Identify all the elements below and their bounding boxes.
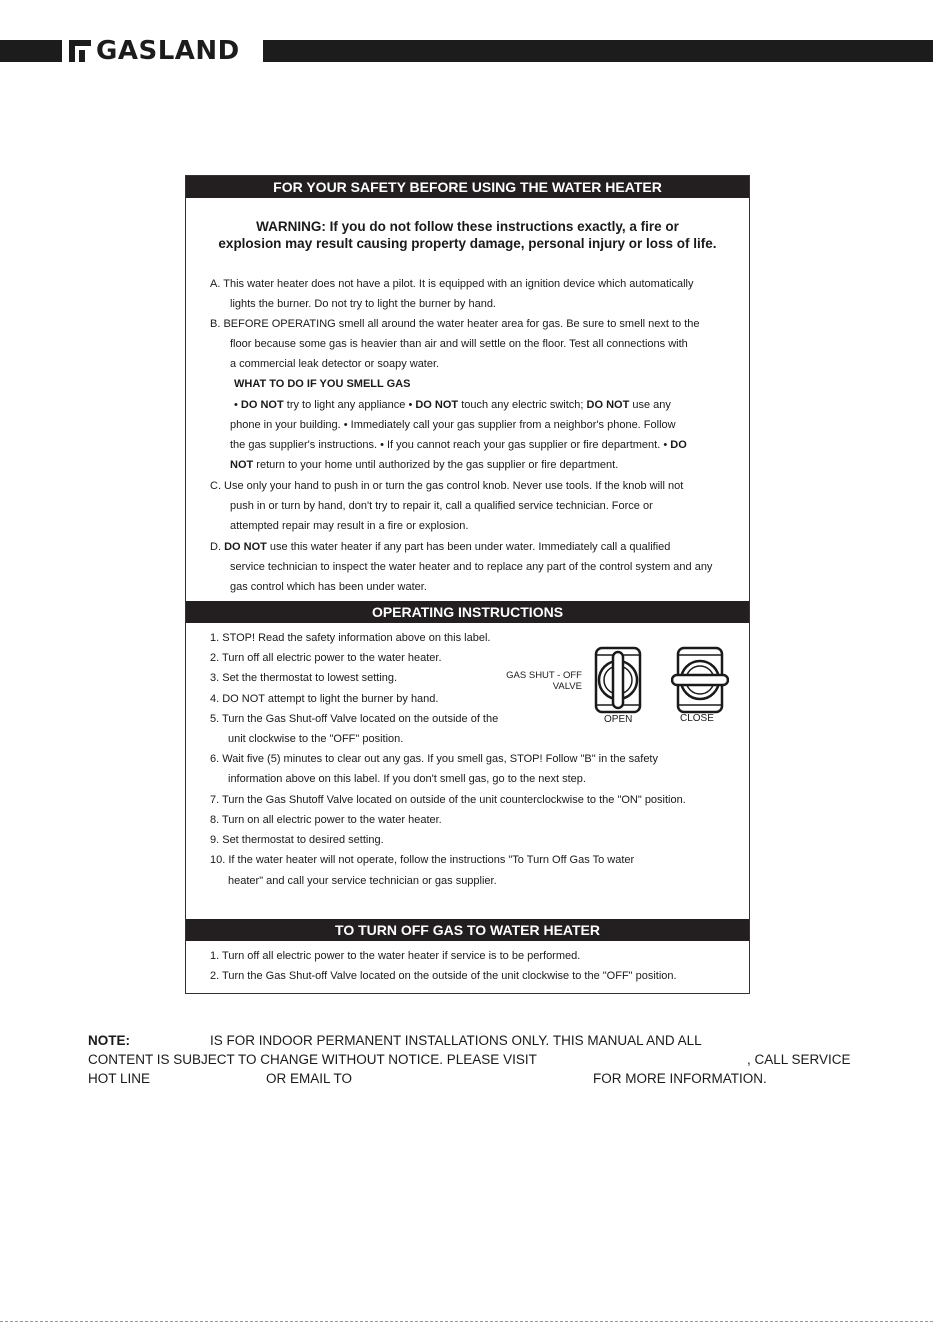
warning-text: WARNING: If you do not follow these instructions exactly, a fire or explosion may result causing property damage, personal injury or loss of life. bbox=[218, 219, 717, 251]
item-b-line1: B. BEFORE OPERATING smell all around the water heater area for gas. Be sure to smell next to the bbox=[210, 318, 700, 330]
note-line3: HOT LINE OR EMAIL TO FOR MORE INFORMATION. bbox=[88, 1071, 767, 1086]
valve-open-icon bbox=[594, 646, 642, 714]
valve-close-icon bbox=[671, 646, 729, 714]
item-c-line1: C. Use only your hand to push in or turn the gas control knob. Never use tools. If the knob will not bbox=[210, 480, 684, 492]
valve-open-label: OPEN bbox=[604, 714, 633, 725]
item-d-line2: service technician to inspect the water heater and to replace any part of the control system and any bbox=[230, 561, 713, 573]
item-b-line3: a commercial leak detector or soapy water. bbox=[230, 358, 440, 370]
op-step-6a: 6. Wait five (5) minutes to clear out any gas. If you smell gas, STOP! Follow "B" in the safety bbox=[210, 753, 658, 765]
header-bar-right bbox=[263, 40, 933, 62]
op-step-1: 1. STOP! Read the safety information above on this label. bbox=[210, 632, 491, 644]
safety-section-title: FOR YOUR SAFETY BEFORE USING THE WATER HEATER bbox=[186, 176, 749, 198]
brand-name: GASLAND bbox=[96, 36, 240, 66]
item-c-line3: attempted repair may result in a fire or explosion. bbox=[230, 520, 469, 532]
page-bottom-divider bbox=[0, 1321, 933, 1322]
valve-close-label: CLOSE bbox=[680, 713, 714, 724]
item-b-line2: floor because some gas is heavier than air and will settle on the floor. Test all connections with bbox=[230, 338, 688, 350]
item-a-line2: lights the burner. Do not try to light the burner by hand. bbox=[230, 298, 496, 310]
item-d-line1: D. DO NOT use this water heater if any part has been under water. Immediately call a qualified bbox=[210, 541, 671, 553]
op-step-6b: information above on this label. If you don't smell gas, go to the next step. bbox=[228, 773, 586, 785]
note-line1: NOTE: IS FOR INDOOR PERMANENT INSTALLATIONS ONLY. THIS MANUAL AND ALL bbox=[88, 1033, 702, 1048]
header-bar-left bbox=[0, 40, 62, 62]
note-line2: CONTENT IS SUBJECT TO CHANGE WITHOUT NOTICE. PLEASE VISIT , CALL SERVICE bbox=[88, 1052, 851, 1067]
turnoff-step-1: 1. Turn off all electric power to the water heater if service is to be performed. bbox=[210, 950, 581, 962]
op-step-8: 8. Turn on all electric power to the water heater. bbox=[210, 814, 442, 826]
operating-section-title: OPERATING INSTRUCTIONS bbox=[186, 601, 749, 623]
item-d-line3: gas control which has been under water. bbox=[230, 581, 427, 593]
turnoff-section-title: TO TURN OFF GAS TO WATER HEATER bbox=[186, 919, 749, 941]
smell-gas-heading: WHAT TO DO IF YOU SMELL GAS bbox=[234, 378, 411, 390]
item-a-line1: A. This water heater does not have a pilot. It is equipped with an ignition device which automatically bbox=[210, 278, 694, 290]
item-c-line2: push in or turn by hand, don't try to repair it, call a qualified service technician. Force or bbox=[230, 500, 653, 512]
brand-logo bbox=[69, 36, 240, 66]
smell-line4: NOT return to your home until authorized by the gas supplier or fire department. bbox=[230, 459, 619, 471]
op-step-9: 9. Set thermostat to desired setting. bbox=[210, 834, 384, 846]
op-step-10b: heater" and call your service technician or gas supplier. bbox=[228, 875, 497, 887]
note-label: NOTE: bbox=[88, 1033, 130, 1048]
op-step-2: 2. Turn off all electric power to the water heater. bbox=[210, 652, 442, 664]
op-step-5a: 5. Turn the Gas Shut-off Valve located on the outside of the bbox=[210, 713, 499, 725]
op-step-3: 3. Set the thermostat to lowest setting. bbox=[210, 672, 398, 684]
safety-label bbox=[185, 175, 750, 994]
op-step-7: 7. Turn the Gas Shutoff Valve located on outside of the unit counterclockwise to the "ON" position. bbox=[210, 794, 686, 806]
op-step-4: 4. DO NOT attempt to light the burner by hand. bbox=[210, 693, 439, 705]
smell-line3: the gas supplier's instructions. • If you cannot reach your gas supplier or fire department. • DO bbox=[230, 439, 687, 451]
turnoff-step-2: 2. Turn the Gas Shut-off Valve located on the outside of the unit clockwise to the "OFF" position. bbox=[210, 970, 677, 982]
op-step-10a: 10. If the water heater will not operate, follow the instructions "To Turn Off Gas To water bbox=[210, 854, 635, 866]
valve-caption: GAS SHUT - OFF VALVE bbox=[506, 670, 582, 692]
op-step-5b: unit clockwise to the "OFF" position. bbox=[228, 733, 404, 745]
smell-line2: phone in your building. • Immediately call your gas supplier from a neighbor's phone. Follow bbox=[230, 419, 676, 431]
smell-line1: • DO NOT try to light any appliance • DO NOT touch any electric switch; DO NOT use any bbox=[234, 399, 671, 411]
brand-mark-icon bbox=[69, 40, 91, 62]
